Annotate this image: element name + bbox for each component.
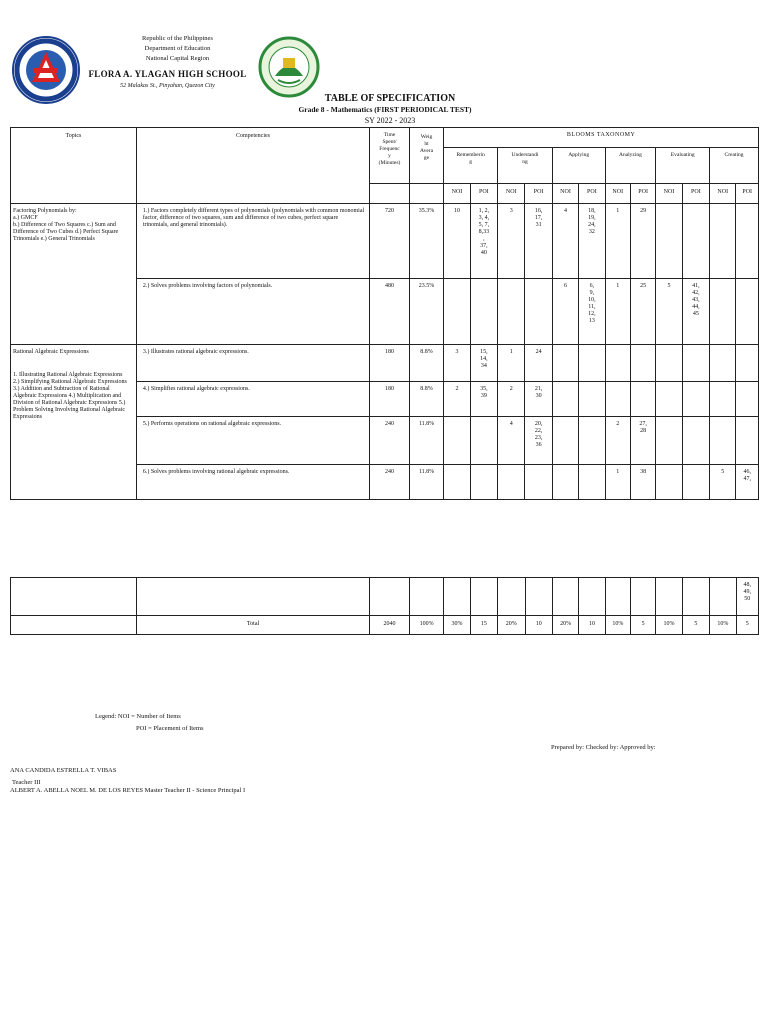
cre-poi [736,204,759,279]
competency-cell: 6.) Solves problems involving rational algebraic expressions. [136,465,369,500]
topic-rational-list: 1. Illustrating Rational Algebraic Expressions 2.) Simplifying Rational Algebraic Expressions 3.) Addition and Subtraction of Rational Algebraic Expressions 4.) Multiplication and Division of Rational Algebraic Expressions 5.) Problem Solving Involving Rational Algebraic Expressions [13,372,127,420]
rem-poi [470,465,497,500]
eva-noi [656,204,682,279]
empty-cell [470,578,497,616]
school-seal-icon [258,36,320,98]
total-ana-noi: 10% [605,616,630,635]
time-cell: 240 [370,465,410,500]
app-poi [579,417,605,465]
rem-noi [444,279,470,345]
rem-poi: 35, 39 [470,382,497,417]
und-poi: 21, 30 [525,382,552,417]
noi-label: NOI [710,184,736,204]
empty-cell [409,578,444,616]
ana-poi [630,345,655,382]
poi-label: POI [682,184,709,204]
competency-cell: 5.) Performs operations on rational algebraic expressions. [136,417,369,465]
topic-factoring: Factoring Polynomials by: a.) GMCF b.) Difference of Two Squares c.) Sum and Difference of Two Cubes d.) Perfect Square Trinomials e.) General Trinomials [11,204,137,345]
signature-roles: Prepared by: Checked by: Approved by: [551,744,656,751]
ana-noi: 2 [605,417,630,465]
cre-noi [710,345,736,382]
seal-icon [14,38,78,102]
app-poi [579,465,605,500]
poi-label: POI [525,184,552,204]
app-noi [552,382,578,417]
empty-cell [710,578,736,616]
total-und-poi: 10 [525,616,552,635]
topic-rational [11,345,137,500]
rem-noi [444,417,470,465]
cre-noi [710,279,736,345]
weight-cell: 8.8% [409,382,444,417]
competency-cell: 2.) Solves problems involving factors of polynomials. [136,279,369,345]
time-cell: 720 [370,204,410,279]
total-eva-poi: 5 [682,616,709,635]
weight-cell: 8.8% [409,345,444,382]
eva-noi [656,382,682,417]
school-logo [258,36,320,98]
total-label: Total [136,616,369,635]
competency-cell: 3.) Illustrates rational algebraic expressions. [136,345,369,382]
total-rem-noi: 30% [444,616,470,635]
cre-noi [710,382,736,417]
tos-table [10,127,759,500]
eva-poi [682,465,709,500]
legend-noi: Legend: NOI = Number of Items [95,713,181,720]
app-poi [579,345,605,382]
eva-poi [682,382,709,417]
level-applying: Applying [552,148,605,184]
noi-label: NOI [498,184,525,204]
signatory-name-1: ANA CANDIDA ESTRELLA T. VIBAS [10,767,117,774]
cre-noi [710,204,736,279]
time-cell: 180 [370,345,410,382]
rem-noi: 10 [444,204,470,279]
und-noi [498,279,525,345]
und-noi [498,465,525,500]
empty-cell [11,578,137,616]
empty-cell [656,578,682,616]
total-cre-poi: 5 [736,616,759,635]
eva-poi [682,417,709,465]
empty-cell [370,578,410,616]
empty-cell [579,578,605,616]
total-app-noi: 20% [552,616,578,635]
header-weight: Weig ht Avera ge [409,128,444,184]
empty-cell [552,578,578,616]
und-poi [525,279,552,345]
empty-cell [498,578,525,616]
cre-poi [736,382,759,417]
header-competencies: Competencies [136,128,369,204]
und-poi: 16, 17, 31 [525,204,552,279]
cre-poi [736,279,759,345]
total-row [11,616,759,635]
rem-poi: 1, 2, 3, 4, 5, 7, 8,33 , 37, 40 [470,204,497,279]
rem-poi [470,417,497,465]
eva-poi: 41, 42, 43, 44, 45 [682,279,709,345]
app-noi: 4 [552,204,578,279]
noi-label: NOI [552,184,578,204]
document-title: TABLE OF SPECIFICATION [324,93,456,104]
ana-noi: 1 [605,204,630,279]
ana-poi [630,382,655,417]
total-und-noi: 20% [498,616,525,635]
empty-cell [631,578,656,616]
empty-cell [525,578,552,616]
region-line: National Capital Region [145,55,210,62]
ana-noi [605,345,630,382]
app-poi [579,382,605,417]
eva-noi: 5 [656,279,682,345]
sdo-quezon-city-seal [12,36,80,104]
app-noi [552,465,578,500]
legend-poi: POI = Placement of Items [136,725,204,732]
und-noi: 2 [498,382,525,417]
cre-poi: 46, 47, [736,465,759,500]
eva-poi [682,345,709,382]
und-noi: 4 [498,417,525,465]
rem-noi [444,465,470,500]
school-year: SY 2022 - 2023 [364,116,416,125]
ana-poi: 38 [630,465,655,500]
tos-table-continuation [10,577,759,635]
empty-cell [136,578,369,616]
eva-noi [656,465,682,500]
table-row [11,204,759,279]
total-cre-noi: 10% [710,616,736,635]
und-noi: 3 [498,204,525,279]
weight-blank [409,184,444,204]
header-topics: Topics [11,128,137,204]
header-blooms: BLOOMS TAXONOMY [444,128,759,148]
cre-poi [736,345,759,382]
und-poi: 24 [525,345,552,382]
total-rem-poi: 15 [470,616,497,635]
rem-noi: 3 [444,345,470,382]
cre-poi-continuation: 48, 49, 50 [736,578,759,616]
topic-rational-title: Rational Algebraic Expressions [13,349,89,355]
level-analyzing: Analyzing [605,148,656,184]
level-remembering: Rememberin g [444,148,498,184]
total-eva-noi: 10% [656,616,682,635]
eva-poi [682,204,709,279]
empty-cell [11,616,137,635]
empty-cell [444,578,470,616]
signatory-title-1: Teacher III [12,779,41,786]
noi-label: NOI [444,184,470,204]
time-cell: 180 [370,382,410,417]
level-evaluating: Evaluating [656,148,710,184]
app-noi [552,345,578,382]
total-ana-poi: 5 [631,616,656,635]
republic-line: Republic of the Philippines [142,35,213,42]
poi-label: POI [579,184,605,204]
cre-noi: 5 [710,465,736,500]
ana-poi: 25 [630,279,655,345]
total-app-poi: 10 [579,616,605,635]
app-poi: 18, 19, 24, 32 [579,204,605,279]
total-time: 2040 [370,616,410,635]
weight-cell: 11.8% [409,465,444,500]
time-cell: 240 [370,417,410,465]
header-time: Time Spent/ Frequenc y (Minutes) [370,128,410,184]
rem-noi: 2 [444,382,470,417]
weight-cell: 11.8% [409,417,444,465]
level-creating: Creating [710,148,759,184]
poi-label: POI [630,184,655,204]
document-subtitle: Grade 8 - Mathematics (FIRST PERIODICAL TEST) [298,105,472,114]
ana-noi: 1 [605,465,630,500]
noi-label: NOI [605,184,630,204]
signatory-names-2: ALBERT A. ABELLA NOEL M. DE LOS REYES Master Teacher II - Science Principal I [10,787,246,794]
level-understanding: Understandi ng [498,148,553,184]
eva-noi [656,417,682,465]
und-poi [525,465,552,500]
weight-cell: 23.5% [409,279,444,345]
app-noi: 6 [552,279,578,345]
app-poi: 6, 9, 10, 11, 12, 13 [579,279,605,345]
empty-cell [605,578,630,616]
time-cell: 480 [370,279,410,345]
poi-label: POI [736,184,759,204]
app-noi [552,417,578,465]
weight-cell: 35.3% [409,204,444,279]
competency-cell: 4.) Simplifies rational algebraic expressions. [136,382,369,417]
time-blank [370,184,410,204]
cre-noi [710,417,736,465]
table-row [11,345,759,382]
cre-poi [736,417,759,465]
total-weight: 100% [409,616,444,635]
poi-label: POI [470,184,497,204]
noi-label: NOI [656,184,682,204]
school-name: FLORA A. YLAGAN HIGH SCHOOL [88,69,247,79]
school-address: 52 Malakas St., Pinyahan, Quezon City [120,83,215,89]
rem-poi: 15, 14, 34 [470,345,497,382]
department-line: Department of Education [144,45,211,52]
und-noi: 1 [498,345,525,382]
ana-poi: 27, 28 [630,417,655,465]
eva-noi [656,345,682,382]
empty-cell [682,578,709,616]
ana-noi: 1 [605,279,630,345]
competency-cell: 1.) Factors completely different types of polynomials (polynomials with common monomial factor, difference of two squares, sum and difference of two cubes, perfect square trinomials, and general trinomials). [136,204,369,279]
table-row [11,578,759,616]
ana-poi: 29 [630,204,655,279]
ana-noi [605,382,630,417]
und-poi: 20, 22, 23, 36 [525,417,552,465]
rem-poi [470,279,497,345]
